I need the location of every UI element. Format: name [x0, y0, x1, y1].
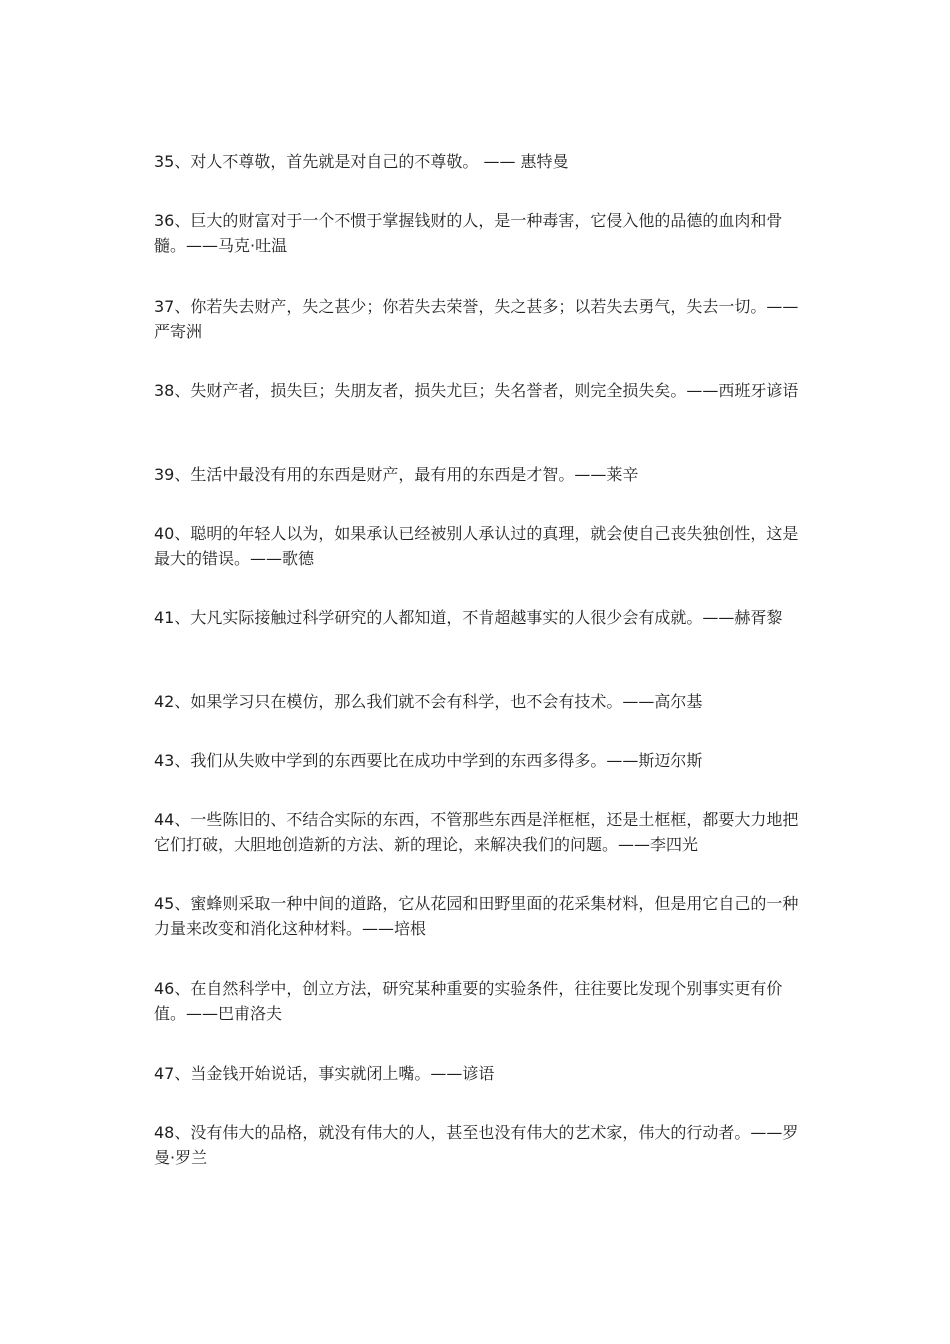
quote-item: 36、巨大的财富对于一个不惯于掌握钱财的人，是一种毒害，它侵入他的品德的血肉和骨髓。——马克·吐温 — [154, 211, 783, 255]
quote-item: 41、大凡实际接触过科学研究的人都知道，不肯超越事实的人很少会有成就。——赫胥黎 — [154, 608, 783, 627]
quote-item: 38、失财产者，损失巨；失朋友者，损失尤巨；失名誉者，则完全损失矣。——西班牙谚语 — [154, 381, 799, 400]
quote-item: 46、在自然科学中，创立方法，研究某种重要的实验条件，往往要比发现个别事实更有价值。——巴甫洛夫 — [154, 979, 783, 1023]
quote-item: 42、如果学习只在模仿，那么我们就不会有科学，也不会有技术。——高尔基 — [154, 692, 703, 711]
quote-item: 47、当金钱开始说话，事实就闭上嘴。——谚语 — [154, 1064, 495, 1083]
quote-item: 48、没有伟大的品格，就没有伟大的人，甚至也没有伟大的艺术家，伟大的行动者。——罗曼·罗兰 — [154, 1123, 799, 1167]
quote-item: 44、一些陈旧的、不结合实际的东西，不管那些东西是洋框框，还是土框框，都要大力地把它们打破，大胆地创造新的方法、新的理论，来解决我们的问题。——李四光 — [154, 810, 799, 854]
quote-item: 39、生活中最没有用的东西是财产，最有用的东西是才智。——莱辛 — [154, 465, 639, 484]
quote-item: 45、蜜蜂则采取一种中间的道路，它从花园和田野里面的花采集材料，但是用它自己的一种力量来改变和消化这种材料。——培根 — [154, 894, 799, 938]
quote-item: 37、你若失去财产，失之甚少；你若失去荣誉，失之甚多；以若失去勇气，失去一切。——严寄洲 — [154, 297, 799, 341]
quote-item: 35、对人不尊敬，首先就是对自己的不尊敬。 —— 惠特曼 — [154, 152, 569, 171]
quote-item: 43、我们从失败中学到的东西要比在成功中学到的东西多得多。——斯迈尔斯 — [154, 751, 703, 770]
quote-item: 40、聪明的年轻人以为，如果承认已经被别人承认过的真理，就会使自己丧失独创性，这是最大的错误。——歌德 — [154, 524, 799, 568]
